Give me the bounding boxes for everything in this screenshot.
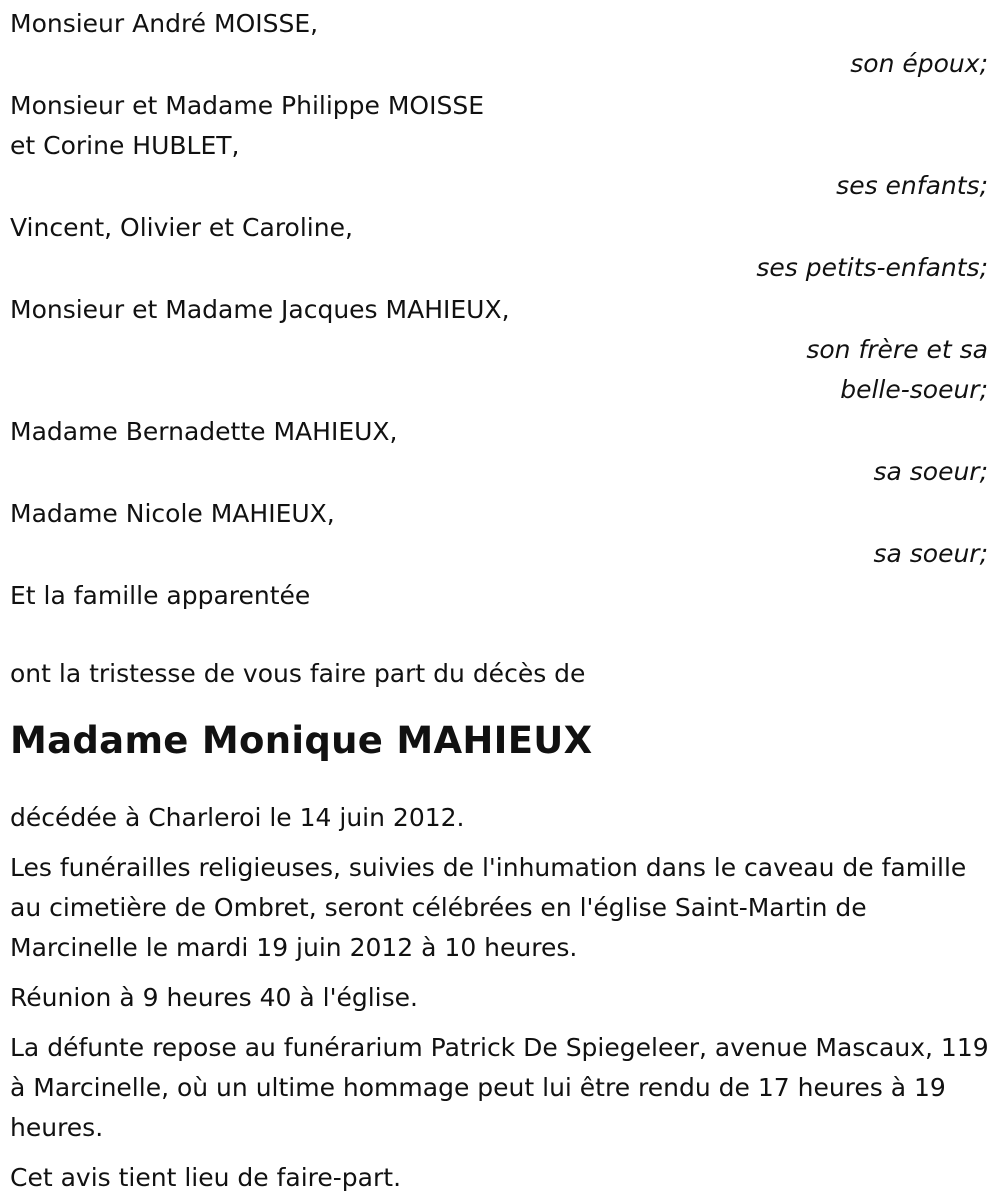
family-entry-grandchildren (10, 208, 990, 288)
family-entry-spouse (10, 4, 990, 84)
notice-body (10, 798, 990, 1198)
family-relation-line: sa soeur; (873, 539, 988, 568)
family-name-line: Monsieur et Madame Jacques MAHIEUX, (10, 295, 510, 324)
family-relation (10, 330, 990, 410)
funeral-details: Les funérailles religieuses, suivies de l'inhumation dans le caveau de famille au cimetière de Ombret, seront célébrées en l'église Saint-Martin de Marcinelle le mardi 19 juin 2012 à 10 heures. (10, 853, 967, 962)
family-relation (10, 452, 990, 492)
death-details: décédée à Charleroi le 14 juin 2012. (10, 803, 465, 832)
meeting-details: Réunion à 9 heures 40 à l'église. (10, 983, 418, 1012)
family-name-line: Madame Bernadette MAHIEUX, (10, 417, 398, 446)
family-closing: Et la famille apparentée (10, 581, 311, 610)
family-relation-line: belle-soeur; (840, 375, 988, 404)
family-relation (10, 166, 990, 206)
funeral-home-details: La défunte repose au funérarium Patrick De Spiegeleer, avenue Mascaux, 119 à Marcinelle, où un ultime hommage peut lui être rendu de 17 heures à 19 heures. (10, 1033, 989, 1142)
family-relation (10, 44, 990, 84)
family-name-line: Vincent, Olivier et Caroline, (10, 213, 353, 242)
family-relation-line: ses petits-enfants; (756, 253, 988, 282)
announcement-intro: ont la tristesse de vous faire part du décès de (10, 659, 586, 688)
notice-closing: Cet avis tient lieu de faire-part. (10, 1163, 402, 1192)
family-entry-sister-2 (10, 494, 990, 574)
family-relation-line: ses enfants; (836, 171, 988, 200)
family-name-line: et Corine HUBLET, (10, 131, 240, 160)
family-entry-sister-1 (10, 412, 990, 492)
deceased-name: Madame Monique MAHIEUX (10, 719, 593, 762)
family-relation-line: son époux; (850, 49, 988, 78)
family-entry-children (10, 86, 990, 206)
family-name-line: Monsieur André MOISSE, (10, 9, 319, 38)
family-name-line: Madame Nicole MAHIEUX, (10, 499, 335, 528)
family-relation (10, 248, 990, 288)
family-relation-line: sa soeur; (873, 457, 988, 486)
family-entry-brother (10, 290, 990, 410)
family-relation (10, 534, 990, 574)
family-relation-line: son frère et sa (806, 335, 988, 364)
family-name-line: Monsieur et Madame Philippe MOISSE (10, 91, 484, 120)
